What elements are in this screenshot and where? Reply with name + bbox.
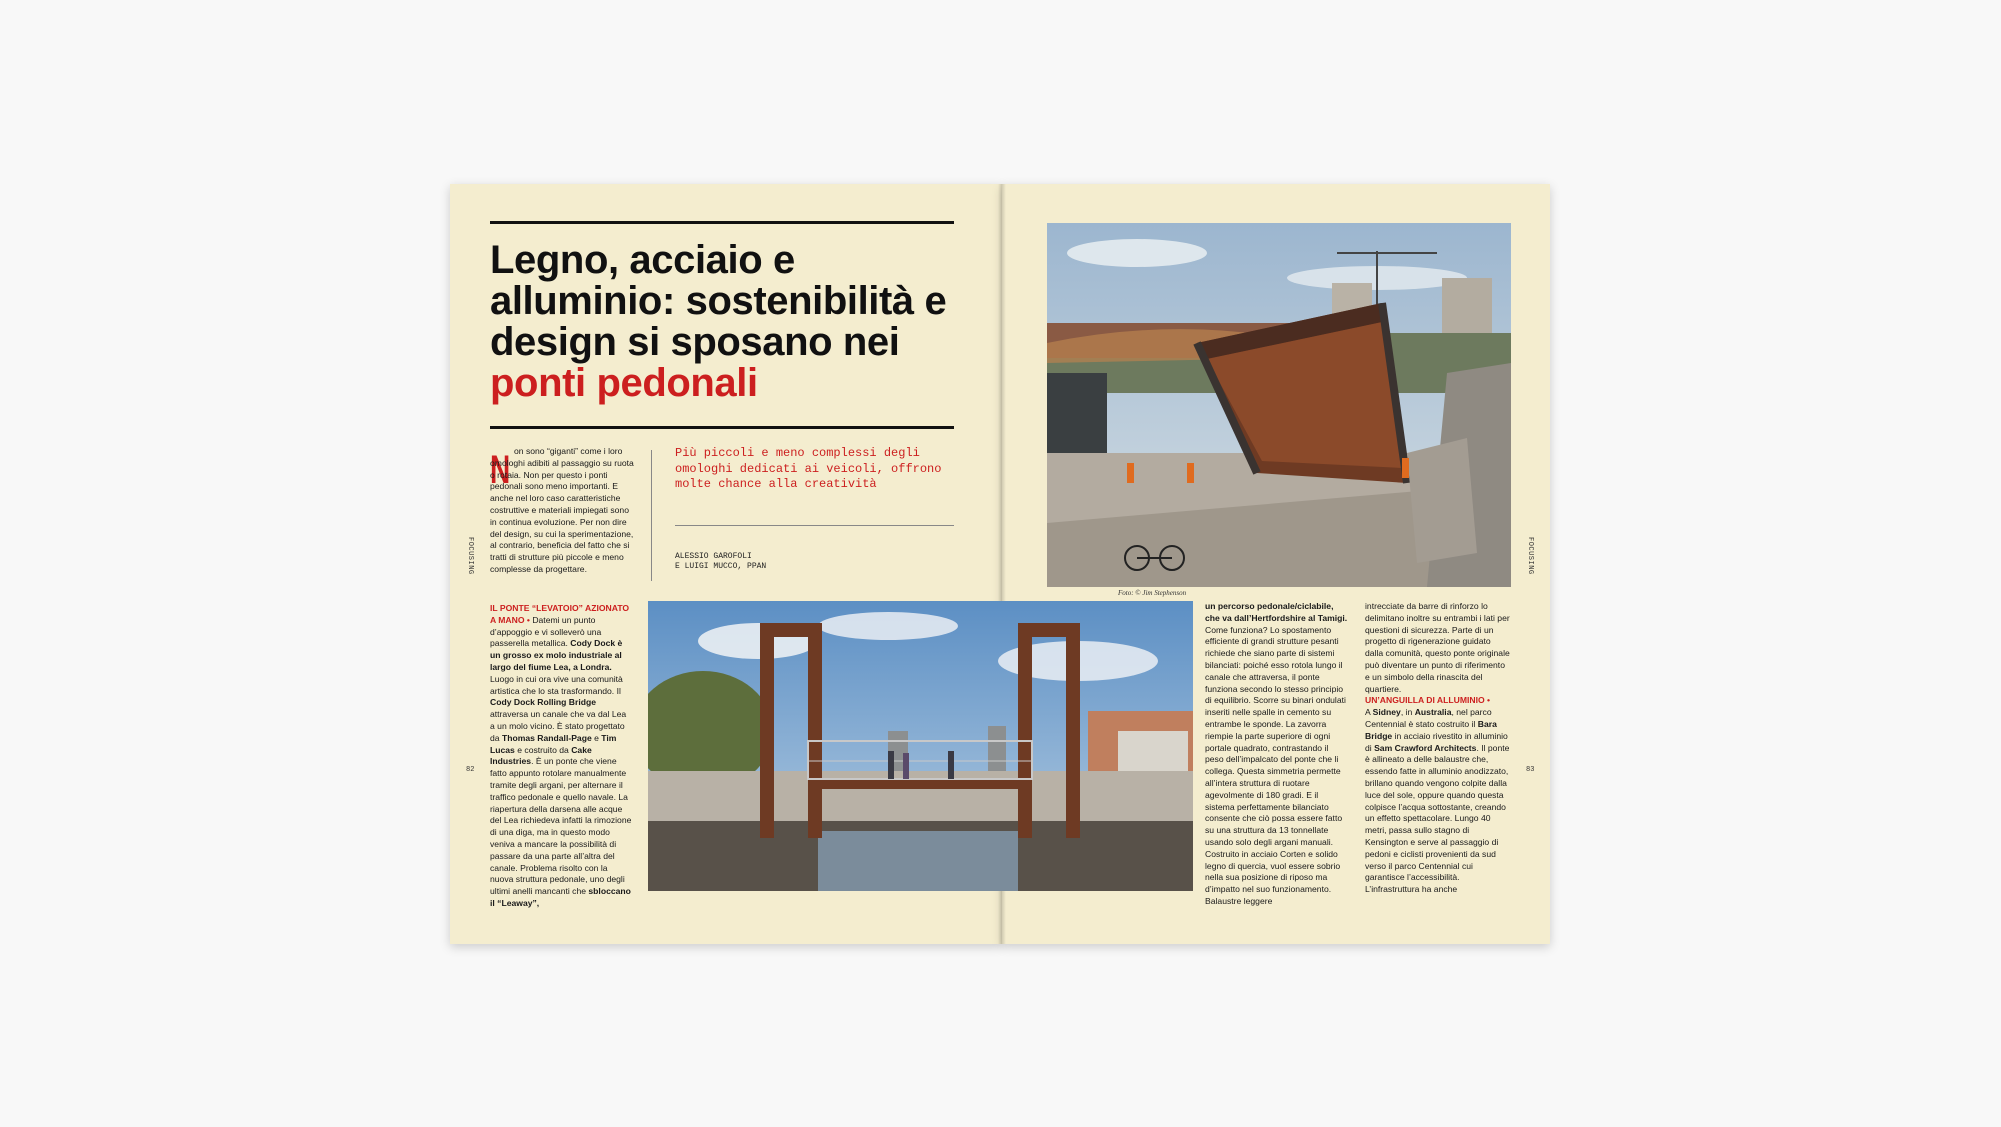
article-column-1: IL PONTE “LEVATOIO” AZIONATO A MANO • Datemi un punto d’appoggio e vi solleverò una passerella metallica. Cody Dock è un grosso ex molo industriale al largo del fiume Lea, a Londra. Luogo in cui ora vive una comunità artistica che lo sta trasformando. Il Cody Dock Rolling Bridge attraversa un canale che va dal Lea a un molo vicino. È stato progettato da Thomas Randall-Page e Tim Lucas e costruito da Cake Industries. È un ponte che viene fatto appunto rotolare manualmente tramite degli argani, per alternare il traffico pedonale e quello navale. La riapertura della darsena alle acque del Lea richiedeva infatti la rimozione di una diga, ma in questo modo veniva a mancare la possibilità di passare da una parte all’altra del canale. Problema risolto con la nuova struttura pedonale, uno degli ultimi anelli mancanti che sbloccano il “Leaway”, [490, 603, 632, 908]
article-headline: Legno, acciaio e alluminio: sostenibilità e design si sposano nei ponti pedonali [490, 238, 947, 405]
article-column-2: un percorso pedonale/ciclabile, che va dall’Hertfordshire al Tamigi. Come funziona? Lo spostamento efficiente di grandi strutture pesanti richiede che siano parte di sistemi bilanciati: poiché esso rotola lungo il canale che attraversa, il ponte funziona secondo lo stesso principio di equilibrio. Scorre su binari ondulati inseriti nelle spalle in cemento su entrambe le sponde. La zavorra riempie la parte superiore di ogni portale quadrato, contrastando il peso dell’impalcato del ponte che li collega. Questa simmetria permette all’intera struttura di ruotare agevolmente di 180 gradi. E il sistema perfettamente bilanciato consente che ciò possa essere fatto su una struttura da 13 tonnellate usando solo degli argani manuali. Costruito in acciaio Corten e solido legno di quercia, vuol essere sobrio nella sua posizione di riposo ma d’impatto nel suo funzionamento. Balaustre leggere [1205, 601, 1348, 906]
headline-top-rule [490, 221, 954, 224]
section-label-right: FOCUSING [1526, 537, 1534, 575]
rolling-bridge-photo-top [1047, 223, 1511, 587]
drop-cap: N [490, 448, 511, 492]
quote-divider [651, 450, 652, 581]
headline-bottom-rule [490, 426, 954, 429]
rolling-bridge-photo-canal [648, 601, 1193, 891]
author-byline: ALESSIO GAROFOLI E LUIGI MUCCO, PPAN [675, 552, 767, 571]
page-number-right: 83 [1526, 766, 1535, 774]
photo-credit: Foto: © Jim Stephenson [1118, 589, 1187, 597]
article-column-3: intrecciate da barre di rinforzo lo delimitano inoltre su entrambi i lati per questioni di sicurezza. Parte di un progetto di rigenerazione guidato dalla comunità, questo ponte originale può diventare un punto di riferimento e un simbolo della rinascita del quartiere. UN’ANGUILLA DI ALLUMINIO • A Sidney, in Australia, nel parco Centennial è stato costruito il Bara Bridge in acciaio rivestito in alluminio di Sam Crawford Architects. Il ponte è allineato a delle balaustre che, essendo fatte in alluminio anodizzato, brillano quando vengono colpite dalla luce del sole, oppure quando questa colpisce l’acqua sottostante, creando un effetto spettacolare. Lungo 40 metri, passa sullo stagno di Kensington e serve al passaggio di pedoni e ciclisti provenienti da sud verso il parco Centennial cui garantisce l’accessibilità. L’infrastruttura ha anche [1365, 601, 1510, 895]
headline-highlight: ponti pedonali [490, 361, 758, 405]
quote-rule [675, 525, 954, 526]
pull-quote: Più piccoli e meno complessi degli omologhi dedicati ai veicoli, offrono molte chance alla creatività [675, 446, 942, 491]
article-intro: on sono “giganti” come i loro omologhi adibiti al passaggio su ruota o rotaia. Non per questo i ponti pedonali sono meno importanti. E anche nel loro caso caratteristiche costruttive e materiali impiegati sono in continua evoluzione. Per non dire del design, su cui la sperimentazione, al contrario, beneficia del fatto che si tratti di strutture più piccole e meno complesse da progettare. [490, 446, 634, 574]
page-number-left: 82 [466, 766, 475, 774]
section-label-left: FOCUSING [466, 537, 474, 575]
